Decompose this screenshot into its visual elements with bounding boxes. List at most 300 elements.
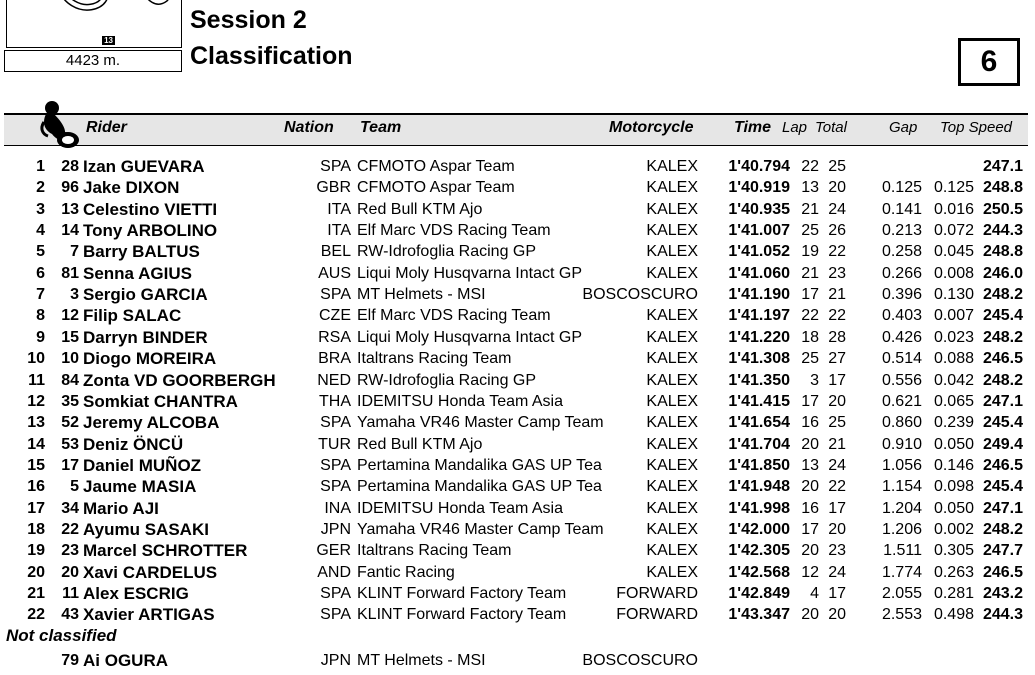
circuit-marker: 13 (104, 36, 113, 45)
rider-number-cell: 12 (61, 307, 79, 325)
rider-name-cell: Zonta VD GOORBERGH (83, 370, 276, 390)
total-laps-cell: 17 (828, 585, 846, 602)
lap-time-cell: 1'40.919 (728, 179, 790, 197)
position-cell: 12 (27, 392, 45, 410)
motorcycle-cell: KALEX (646, 243, 698, 261)
total-laps-cell: 24 (828, 563, 846, 581)
top-speed-cell: 245.4 (982, 478, 1023, 496)
top-speed-cell: 248.8 (982, 243, 1023, 261)
total-laps-cell: 20 (828, 606, 846, 624)
table-row (0, 220, 1035, 241)
motorcycle-cell: KALEX (646, 222, 698, 240)
total-laps-cell: 22 (828, 243, 846, 261)
nation-cell: JPN (320, 652, 351, 669)
lap-time-cell: 1'41.220 (728, 328, 790, 346)
team-cell: KLINT Forward Factory Team (357, 585, 567, 602)
nation-cell: SPA (320, 606, 351, 624)
motorcycle-cell: BOSCOSCURO (582, 652, 698, 669)
gap-first-cell: 1.056 (881, 456, 922, 474)
gap-previous-cell: 0.125 (933, 179, 974, 197)
gap-previous-cell: 0.050 (933, 499, 974, 517)
gap-previous-cell: 0.072 (933, 222, 974, 240)
nation-cell: JPN (320, 520, 351, 538)
best-lap-cell: 16 (801, 499, 819, 517)
lap-time-cell: 1'42.305 (728, 542, 790, 560)
lap-time-cell: 1'41.998 (728, 499, 790, 517)
rider-name-cell: Jake DIXON (83, 178, 180, 198)
motorcycle-cell: KALEX (646, 371, 698, 389)
lap-time-cell: 1'41.007 (728, 222, 790, 240)
rider-name-cell: Ayumu SASAKI (83, 519, 209, 539)
lap-time-cell: 1'40.935 (728, 200, 790, 218)
motorcycle-cell: KALEX (646, 563, 698, 581)
table-row (0, 650, 1035, 671)
total-laps-cell: 24 (828, 200, 846, 218)
lap-time-cell: 1'41.704 (728, 435, 790, 453)
gap-first-cell: 0.910 (881, 435, 922, 453)
nation-cell: TUR (318, 435, 351, 453)
table-row (0, 476, 1035, 497)
lap-time-cell: 1'42.568 (728, 563, 790, 581)
motorcycle-cell: KALEX (646, 200, 698, 218)
gap-first-cell: 0.403 (881, 307, 922, 325)
motorcycle-cell: KALEX (646, 392, 698, 410)
team-cell: RW-Idrofoglia Racing GP (357, 371, 537, 389)
rider-name-cell: Ai OGURA (83, 651, 168, 670)
total-laps-cell: 17 (828, 499, 846, 517)
nation-cell: BRA (318, 350, 351, 368)
nation-cell: BEL (320, 243, 351, 261)
gap-previous-cell: 0.050 (933, 435, 974, 453)
gap-first-cell: 0.396 (881, 286, 922, 304)
col-total: Total (815, 119, 847, 136)
motorcycle-cell: BOSCOSCURO (582, 286, 698, 304)
table-row (0, 583, 1035, 604)
best-lap-cell: 17 (801, 392, 819, 410)
col-lap: Lap (782, 119, 808, 136)
col-nation: Nation (284, 119, 334, 136)
team-cell: RW-Idrofoglia Racing GP (357, 243, 537, 261)
nation-cell: AND (317, 563, 351, 581)
rider-number-cell: 79 (61, 652, 79, 669)
position-cell: 5 (36, 243, 45, 261)
top-speed-cell: 248.2 (982, 286, 1023, 304)
total-laps-cell: 28 (828, 328, 846, 346)
rider-number-cell: 96 (61, 179, 79, 197)
circuit-map-icon (7, 0, 181, 47)
total-laps-cell: 27 (828, 350, 846, 368)
table-row (0, 177, 1035, 198)
motorcycle-cell: KALEX (646, 328, 698, 346)
rider-name-cell: Daniel MUÑOZ (83, 455, 202, 475)
rider-number-cell: 20 (61, 563, 79, 581)
rider-number-cell: 10 (61, 350, 79, 368)
nation-cell: RSA (318, 328, 351, 346)
best-lap-cell: 25 (801, 222, 819, 240)
position-cell: 17 (27, 499, 45, 517)
circuit-length: 4423 m. (4, 50, 182, 72)
best-lap-cell: 4 (810, 585, 819, 602)
total-laps-cell: 26 (828, 222, 846, 240)
team-cell: Liqui Moly Husqvarna Intact GP (357, 328, 582, 346)
rider-name-cell: Izan GUEVARA (83, 157, 205, 176)
lap-time-cell: 1'40.794 (728, 158, 790, 175)
gap-previous-cell: 0.305 (933, 542, 974, 560)
gap-previous-cell: 0.016 (933, 200, 974, 218)
top-speed-cell: 248.2 (982, 371, 1023, 389)
page-number: 6 (958, 38, 1020, 86)
best-lap-cell: 21 (801, 264, 819, 282)
top-speed-cell: 247.1 (982, 499, 1023, 517)
team-cell: Liqui Moly Husqvarna Intact GP (357, 264, 582, 282)
table-row (0, 562, 1035, 583)
lap-time-cell: 1'41.850 (728, 456, 790, 474)
top-speed-cell: 248.2 (982, 328, 1023, 346)
gap-previous-cell: 0.498 (933, 606, 974, 624)
team-cell: Elf Marc VDS Racing Team (357, 222, 551, 240)
position-cell: 3 (36, 200, 45, 218)
motorcycle-cell: KALEX (646, 520, 698, 538)
top-speed-cell: 248.8 (982, 179, 1023, 197)
top-speed-cell: 244.3 (982, 222, 1023, 240)
top-speed-cell: 247.1 (982, 158, 1023, 175)
rider-name-cell: Darryn BINDER (83, 327, 208, 347)
rider-name-cell: Sergio GARCIA (83, 285, 208, 305)
position-cell: 14 (27, 435, 45, 453)
rider-number-cell: 28 (61, 158, 79, 175)
rider-name-cell: Mario AJI (83, 498, 159, 518)
motorcycle-cell: KALEX (646, 307, 698, 325)
gap-previous-cell: 0.045 (933, 243, 974, 261)
lap-time-cell: 1'41.415 (728, 392, 790, 410)
team-cell: Yamaha VR46 Master Camp Team (357, 520, 604, 538)
motorcycle-cell: KALEX (646, 414, 698, 432)
top-speed-cell: 246.5 (982, 456, 1023, 474)
nation-cell: ITA (327, 222, 351, 240)
gap-previous-cell: 0.008 (933, 264, 974, 282)
top-speed-cell: 247.1 (982, 392, 1023, 410)
gap-previous-cell: 0.042 (933, 371, 974, 389)
position-cell: 20 (27, 563, 45, 581)
team-cell: CFMOTO Aspar Team (357, 179, 515, 197)
team-cell: Pertamina Mandalika GAS UP Tea (357, 456, 602, 474)
top-speed-cell: 243.2 (982, 585, 1023, 602)
gap-previous-cell: 0.146 (933, 456, 974, 474)
nation-cell: SPA (320, 158, 351, 175)
motorcycle-cell: KALEX (646, 158, 698, 175)
team-cell: Italtrans Racing Team (357, 350, 512, 368)
total-laps-cell: 25 (828, 414, 846, 432)
gap-previous-cell: 0.023 (933, 328, 974, 346)
col-motorcycle: Motorcycle (609, 119, 694, 136)
position-cell: 6 (36, 264, 45, 282)
best-lap-cell: 17 (801, 286, 819, 304)
position-cell: 22 (27, 606, 45, 624)
gap-first-cell: 1.511 (883, 542, 922, 560)
table-row (0, 241, 1035, 262)
total-laps-cell: 24 (828, 456, 846, 474)
best-lap-cell: 21 (801, 200, 819, 218)
position-cell: 10 (27, 350, 45, 368)
best-lap-cell: 22 (801, 307, 819, 325)
gap-previous-cell: 0.239 (933, 414, 974, 432)
rider-number-cell: 84 (61, 371, 79, 389)
lap-time-cell: 1'41.654 (728, 414, 790, 432)
top-speed-cell: 245.4 (982, 307, 1023, 325)
nation-cell: SPA (320, 456, 351, 474)
gap-previous-cell: 0.281 (933, 585, 974, 602)
lap-time-cell: 1'41.350 (728, 371, 790, 389)
nation-cell: NED (317, 371, 351, 389)
rider-number-cell: 3 (70, 286, 79, 304)
gap-previous-cell: 0.007 (933, 307, 974, 325)
rider-name-cell: Diogo MOREIRA (83, 349, 217, 369)
rider-name-cell: Celestino VIETTI (83, 199, 218, 219)
rider-number-cell: 81 (61, 264, 79, 282)
rider-name-cell: Barry BALTUS (83, 242, 200, 262)
best-lap-cell: 16 (801, 414, 819, 432)
total-laps-cell: 22 (828, 478, 846, 496)
table-row (0, 284, 1035, 305)
lap-time-cell: 1'41.060 (728, 264, 790, 282)
total-laps-cell: 20 (828, 179, 846, 197)
total-laps-cell: 20 (828, 520, 846, 538)
table-row (0, 156, 1035, 177)
table-row (0, 455, 1035, 476)
best-lap-cell: 12 (801, 563, 819, 581)
gap-first-cell: 1.154 (881, 478, 922, 496)
lap-time-cell: 1'41.948 (728, 478, 790, 496)
motorcycle-cell: KALEX (646, 350, 698, 368)
rider-name-cell: Marcel SCHROTTER (83, 541, 248, 561)
rider-name-cell: Xavi CARDELUS (83, 562, 218, 582)
table-row (0, 434, 1035, 455)
gap-previous-cell: 0.098 (933, 478, 974, 496)
top-speed-cell: 246.0 (982, 264, 1023, 282)
column-header-band (4, 113, 1028, 146)
rider-number-cell: 5 (70, 478, 79, 496)
best-lap-cell: 13 (801, 179, 819, 197)
rider-number-cell: 7 (70, 243, 79, 261)
position-cell: 7 (36, 286, 45, 304)
position-cell: 4 (36, 222, 45, 240)
top-speed-cell: 249.4 (982, 435, 1023, 453)
lap-time-cell: 1'42.000 (728, 520, 790, 538)
best-lap-cell: 20 (801, 435, 819, 453)
gap-first-cell: 1.774 (881, 563, 922, 581)
rider-name-cell: Senna AGIUS (83, 263, 192, 283)
best-lap-cell: 18 (801, 328, 819, 346)
col-top-speed: Top Speed (940, 119, 1013, 136)
total-laps-cell: 21 (828, 435, 846, 453)
nation-cell: GER (316, 542, 351, 560)
gap-first-cell: 0.258 (881, 243, 922, 261)
gap-first-cell: 0.426 (881, 328, 922, 346)
rider-number-cell: 34 (61, 499, 79, 517)
team-cell: IDEMITSU Honda Team Asia (357, 392, 564, 410)
nation-cell: SPA (320, 286, 351, 304)
position-cell: 2 (36, 179, 45, 197)
rider-number-cell: 23 (61, 542, 79, 560)
gap-previous-cell: 0.088 (933, 350, 974, 368)
total-laps-cell: 21 (828, 286, 846, 304)
motorcycle-cell: FORWARD (616, 606, 698, 624)
gap-first-cell: 0.514 (881, 350, 922, 368)
rider-number-cell: 53 (61, 435, 79, 453)
not-classified-label: Not classified (6, 626, 117, 645)
gap-first-cell: 0.621 (881, 392, 922, 410)
table-row (0, 540, 1035, 561)
best-lap-cell: 17 (801, 520, 819, 538)
rider-name-cell: Tony ARBOLINO (83, 221, 218, 241)
gap-first-cell: 0.141 (881, 200, 922, 218)
team-cell: KLINT Forward Factory Team (357, 606, 567, 624)
gap-first-cell: 1.204 (881, 499, 922, 517)
motorcycle-cell: KALEX (646, 542, 698, 560)
motorcycle-cell: KALEX (646, 179, 698, 197)
position-cell: 8 (36, 307, 45, 325)
team-cell: Pertamina Mandalika GAS UP Tea (357, 478, 602, 496)
rider-name-cell: Alex ESCRIG (83, 584, 189, 603)
nation-cell: INA (324, 499, 351, 517)
position-cell: 18 (27, 520, 45, 538)
team-cell: MT Helmets - MSI (357, 652, 486, 669)
motorcycle-cell: KALEX (646, 478, 698, 496)
lap-time-cell: 1'41.197 (728, 307, 790, 325)
session-title: Session 2 (190, 6, 307, 34)
table-row (0, 263, 1035, 284)
best-lap-cell: 13 (801, 456, 819, 474)
top-speed-cell: 244.3 (982, 606, 1023, 624)
rider-number-cell: 14 (61, 222, 79, 240)
position-cell: 15 (27, 456, 45, 474)
col-gap: Gap (889, 119, 918, 136)
table-row (0, 391, 1035, 412)
table-row (0, 348, 1035, 369)
rider-number-cell: 35 (61, 392, 79, 410)
gap-previous-cell: 0.002 (933, 520, 974, 538)
nation-cell: SPA (320, 585, 351, 602)
lap-time-cell: 1'41.308 (728, 350, 790, 368)
rider-name-cell: Jaume MASIA (83, 477, 197, 497)
gap-first-cell: 2.553 (881, 606, 922, 624)
circuit-map (6, 0, 182, 48)
best-lap-cell: 20 (801, 478, 819, 496)
lap-time-cell: 1'41.052 (728, 243, 790, 261)
lap-time-cell: 1'42.849 (728, 585, 790, 602)
total-laps-cell: 23 (828, 542, 846, 560)
nation-cell: GBR (316, 179, 351, 197)
table-row (0, 305, 1035, 326)
gap-previous-cell: 0.130 (933, 286, 974, 304)
rider-name-cell: Deniz ÖNCÜ (83, 434, 184, 454)
team-cell: Italtrans Racing Team (357, 542, 512, 560)
nation-cell: AUS (318, 264, 351, 282)
best-lap-cell: 20 (801, 542, 819, 560)
team-cell: Red Bull KTM Ajo (357, 435, 483, 453)
top-speed-cell: 247.7 (982, 542, 1023, 560)
rider-number-cell: 11 (62, 585, 79, 602)
gap-first-cell: 0.266 (881, 264, 922, 282)
team-cell: Fantic Racing (357, 563, 455, 581)
gap-previous-cell: 0.263 (933, 563, 974, 581)
top-speed-cell: 250.5 (982, 200, 1023, 218)
nation-cell: THA (319, 392, 351, 410)
gap-first-cell: 0.860 (881, 414, 922, 432)
team-cell: Elf Marc VDS Racing Team (357, 307, 551, 325)
best-lap-cell: 25 (801, 350, 819, 368)
motorcycle-cell: KALEX (646, 264, 698, 282)
position-cell: 21 (27, 585, 45, 602)
position-cell: 9 (36, 328, 45, 346)
best-lap-cell: 19 (801, 243, 819, 261)
table-row (0, 370, 1035, 391)
gap-first-cell: 0.556 (881, 371, 922, 389)
table-row (0, 604, 1035, 625)
position-cell: 13 (27, 414, 45, 432)
col-time: Time (734, 119, 772, 136)
lap-time-cell: 1'41.190 (728, 286, 790, 304)
col-rider: Rider (86, 119, 127, 136)
rider-name-cell: Jeremy ALCOBA (83, 413, 220, 433)
position-cell: 19 (27, 542, 45, 560)
gap-first-cell: 0.213 (881, 222, 922, 240)
gap-previous-cell: 0.065 (933, 392, 974, 410)
team-cell: IDEMITSU Honda Team Asia (357, 499, 564, 517)
motorcycle-cell: KALEX (646, 499, 698, 517)
top-speed-cell: 245.4 (982, 414, 1023, 432)
position-cell: 1 (36, 158, 45, 175)
table-row (0, 498, 1035, 519)
motorcycle-rider-icon (38, 100, 84, 150)
table-row (0, 327, 1035, 348)
rider-name-cell: Xavier ARTIGAS (83, 605, 215, 625)
lap-time-cell: 1'43.347 (728, 606, 790, 624)
top-speed-cell: 248.2 (982, 520, 1023, 538)
rider-name-cell: Somkiat CHANTRA (83, 391, 238, 411)
team-cell: Yamaha VR46 Master Camp Team (357, 414, 604, 432)
top-speed-cell: 246.5 (982, 350, 1023, 368)
team-cell: CFMOTO Aspar Team (357, 158, 515, 175)
nation-cell: CZE (319, 307, 351, 325)
top-speed-cell: 246.5 (982, 563, 1023, 581)
total-laps-cell: 20 (828, 392, 846, 410)
col-team: Team (360, 119, 402, 136)
table-row (0, 199, 1035, 220)
total-laps-cell: 22 (828, 307, 846, 325)
best-lap-cell: 22 (801, 158, 819, 175)
rider-number-cell: 22 (61, 520, 79, 538)
nation-cell: SPA (320, 414, 351, 432)
motorcycle-cell: KALEX (646, 435, 698, 453)
best-lap-cell: 20 (801, 606, 819, 624)
nation-cell: SPA (320, 478, 351, 496)
rider-number-cell: 17 (61, 456, 79, 474)
total-laps-cell: 25 (828, 158, 846, 175)
best-lap-cell: 3 (810, 371, 819, 389)
motorcycle-cell: KALEX (646, 456, 698, 474)
gap-first-cell: 1.206 (881, 520, 922, 538)
table-row (0, 519, 1035, 540)
total-laps-cell: 17 (828, 371, 846, 389)
document-type: Classification (190, 42, 353, 70)
rider-number-cell: 43 (61, 606, 79, 624)
gap-first-cell: 0.125 (881, 179, 922, 197)
motorcycle-cell: FORWARD (616, 585, 698, 602)
nation-cell: ITA (327, 200, 351, 218)
rider-number-cell: 15 (61, 328, 79, 346)
rider-name-cell: Filip SALAC (83, 306, 182, 326)
